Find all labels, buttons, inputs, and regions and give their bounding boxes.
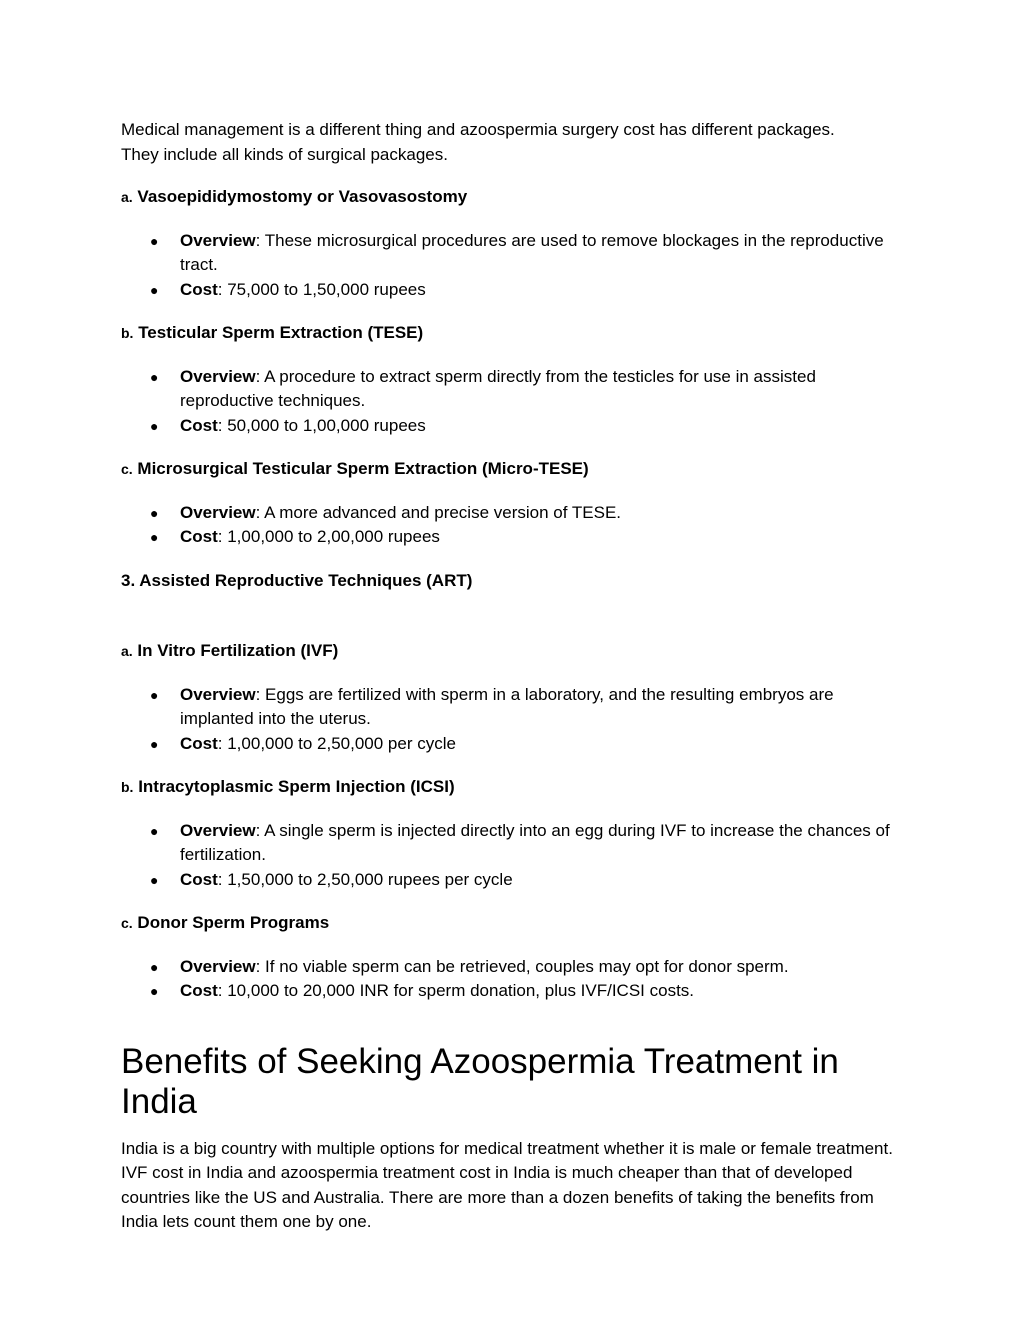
bullet-list (121, 365, 911, 439)
overview-item (180, 819, 911, 868)
subheading-letter: c. (121, 915, 133, 931)
intro-line-1: Medical management is a different thing and azoospermia surgery cost has different packages. (121, 120, 835, 139)
overview-label: Overview (180, 230, 256, 250)
subheading-title: Testicular Sperm Extraction (TESE) (138, 323, 424, 342)
subheading-title: Microsurgical Testicular Sperm Extraction (Micro-TESE) (137, 459, 589, 478)
overview-label: Overview (180, 366, 256, 386)
overview-label: Overview (180, 956, 256, 976)
subheading-vasoepididymostomy (121, 185, 911, 210)
subheading-tese (121, 321, 911, 346)
cost-label: Cost (180, 733, 218, 753)
subheading-title: Vasoepididymostomy or Vasovasostomy (137, 187, 468, 206)
subheading-letter: a. (121, 189, 133, 205)
cost-item (180, 525, 911, 550)
subheading-ivf (121, 639, 911, 664)
overview-label: Overview (180, 820, 256, 840)
bullet-list (121, 955, 911, 1004)
subheading-donor-sperm (121, 911, 911, 936)
cost-text: : 1,00,000 to 2,00,000 rupees (217, 527, 440, 546)
overview-label: Overview (180, 684, 256, 704)
subheading-letter: b. (121, 325, 134, 341)
intro-paragraph (121, 118, 911, 167)
overview-text: : A single sperm is injected directly into an egg during IVF to increase the chances of fertilization. (180, 820, 890, 864)
subheading-letter: c. (121, 461, 133, 477)
bullet-list (121, 501, 911, 550)
cost-text: : 1,00,000 to 2,50,000 per cycle (217, 733, 456, 753)
cost-item (180, 868, 911, 893)
cost-text: : 10,000 to 20,000 INR for sperm donation, plus IVF/ICSI costs. (217, 981, 695, 1000)
subheading-letter: b. (121, 779, 134, 795)
cost-item (180, 732, 911, 757)
overview-item (180, 501, 911, 526)
overview-text: : A more advanced and precise version of TESE. (255, 502, 622, 522)
document-page (121, 118, 911, 1235)
bullet-list (121, 683, 911, 757)
subheading-micro-tese (121, 457, 911, 482)
cost-text: : 50,000 to 1,00,000 rupees (217, 415, 426, 435)
subheading-letter: a. (121, 643, 133, 659)
cost-text: : 75,000 to 1,50,000 rupees (217, 279, 426, 299)
subheading-title: Donor Sperm Programs (137, 913, 330, 932)
overview-text: : Eggs are fertilized with sperm in a laboratory, and the resulting embryos are implanted into the uterus. (180, 684, 834, 728)
overview-text: : A procedure to extract sperm directly from the testicles for use in assisted reproductive techniques. (180, 366, 816, 410)
cost-text: : 1,50,000 to 2,50,000 rupees per cycle (217, 869, 513, 889)
overview-item (180, 955, 911, 980)
benefits-heading: Benefits of Seeking Azoospermia Treatment in India (121, 1041, 839, 1121)
subheading-title: Intracytoplasmic Sperm Injection (ICSI) (138, 777, 455, 796)
overview-item (180, 365, 911, 414)
cost-item (180, 278, 911, 303)
bullet-list (121, 229, 911, 303)
cost-label: Cost (180, 869, 218, 889)
overview-label: Overview (180, 502, 256, 522)
overview-text: : If no viable sperm can be retrieved, couples may opt for donor sperm. (255, 956, 789, 976)
bullet-list (121, 819, 911, 893)
overview-item (180, 229, 911, 278)
overview-text: : These microsurgical procedures are used to remove blockages in the reproductive tract. (180, 230, 884, 274)
cost-label: Cost (180, 981, 218, 1000)
subheading-title: In Vitro Fertilization (IVF) (137, 641, 339, 660)
cost-label: Cost (180, 415, 218, 435)
intro-line-2: They include all kinds of surgical packages. (121, 144, 448, 164)
section-heading-art: 3. Assisted Reproductive Techniques (ART) (121, 570, 473, 590)
overview-item (180, 683, 911, 732)
subheading-icsi (121, 775, 911, 800)
cost-item (180, 414, 911, 439)
cost-label: Cost (180, 279, 218, 299)
benefits-paragraph: India is a big country with multiple options for medical treatment whether it is male or female treatment. IVF cost in India and azoospermia treatment cost in India is much cheaper than that of developed countries like the US and Australia. There are more than a dozen benefits of taking the benefits from India lets count them one by one. (121, 1138, 893, 1231)
cost-item (180, 979, 911, 1004)
cost-label: Cost (180, 527, 218, 546)
